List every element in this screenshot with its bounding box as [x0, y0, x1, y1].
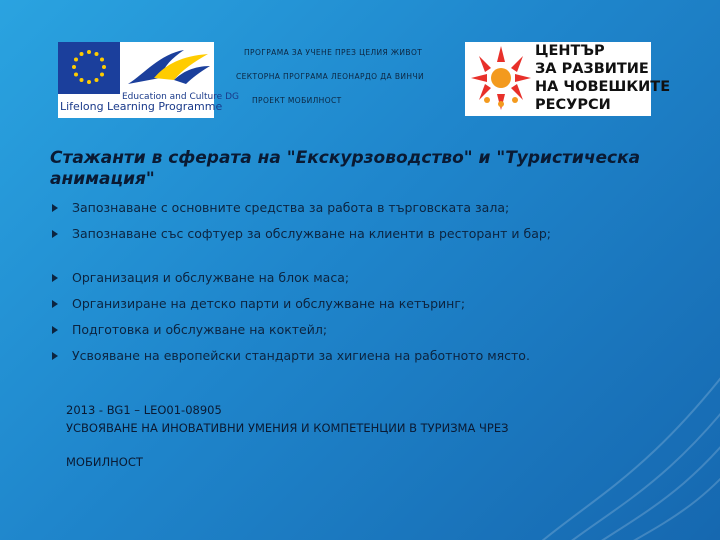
hr-line-1: ЦЕНТЪР	[535, 43, 605, 59]
program-header	[232, 48, 442, 120]
education-culture-bird-icon	[124, 44, 212, 90]
lifelong-learning-text: Lifelong Learning Programme	[60, 100, 223, 113]
program-line-1: ПРОГРАМА ЗА УЧЕНЕ ПРЕЗ ЦЕЛИЯ ЖИВОТ	[244, 48, 423, 57]
list-item-text: Организация и обслужване на блок маса;	[72, 270, 350, 285]
list-item-text: Организиране на детско парти и обслужване на кетъринг;	[72, 296, 466, 311]
eu-lifelong-learning-logo	[58, 42, 239, 118]
program-line-2: СЕКТОРНА ПРОГРАМА ЛЕОНАРДО ДА ВИНЧИ	[236, 72, 424, 81]
hr-centre-text	[535, 42, 670, 114]
list-item-text: Запознаване със софтуер за обслужване на клиенти в ресторант и бар;	[72, 226, 552, 241]
bullet-marker-icon	[52, 274, 58, 282]
slide-title: Стажанти в сферата на "Екскурзоводство" и "Туристическа анимация"	[50, 148, 641, 189]
project-code: 2013 - BG1 – LEO01-08905	[66, 403, 222, 417]
list-item	[52, 200, 652, 226]
human-resources-centre-logo	[465, 42, 671, 116]
list-item-text: Подготовка и обслужване на коктейл;	[72, 322, 328, 337]
education-culture-text: Education and Culture DG	[122, 92, 239, 102]
list-item-text: Усвояване на европейски стандарти за хигиена на работното място.	[72, 348, 530, 363]
project-title-end: МОБИЛНОСТ	[66, 455, 143, 469]
sun-people-icon	[469, 44, 533, 114]
bullet-marker-icon	[52, 230, 58, 238]
bullet-marker-icon	[52, 352, 58, 360]
bullet-marker-icon	[52, 300, 58, 308]
list-item	[52, 270, 652, 296]
project-title: УСВОЯВАНЕ НА ИНОВАТИВНИ УМЕНИЯ И КОМПЕТЕНЦИИ В ТУРИЗМА ЧРЕЗ	[66, 421, 509, 435]
project-footer	[66, 402, 626, 470]
eu-flag-icon	[58, 42, 120, 94]
training-topics-list	[52, 200, 652, 384]
list-item	[52, 322, 652, 348]
list-item	[52, 296, 652, 322]
hr-line-4: РЕСУРСИ	[535, 97, 611, 113]
hr-line-3: НА ЧОВЕШКИТЕ	[535, 79, 671, 95]
list-item	[52, 348, 652, 384]
list-item	[52, 226, 652, 270]
list-item-text: Запознаване с основните средства за работа в търговската зала;	[72, 200, 510, 215]
hr-line-2: ЗА РАЗВИТИЕ	[535, 61, 649, 77]
bullet-marker-icon	[52, 204, 58, 212]
program-line-3: ПРОЕКТ МОБИЛНОСТ	[252, 96, 342, 105]
bullet-marker-icon	[52, 326, 58, 334]
